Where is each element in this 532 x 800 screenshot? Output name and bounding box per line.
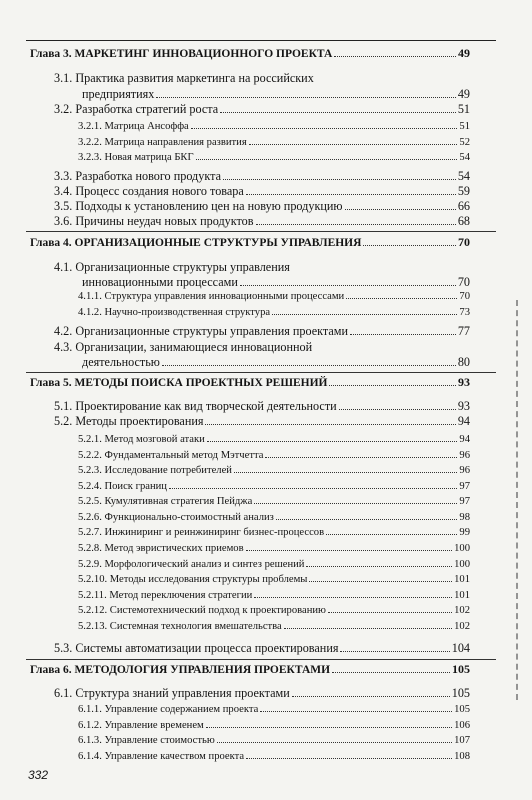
section-5-2-page: 94 [457, 414, 470, 428]
subsection-5-2-1-title: 5.2.1. Метод мозговой атаки [78, 434, 205, 446]
section-6-1-title: 6.1. Структура знаний управления проектами [54, 686, 290, 700]
dot-leader [260, 704, 452, 712]
dot-leader [345, 200, 456, 210]
section-3-3-page: 54 [457, 169, 470, 183]
chapter-5-entry[interactable] [30, 375, 470, 390]
chapter-4-entry[interactable] [30, 235, 470, 250]
subsection-5-2-7-title: 5.2.7. Инжиниринг и реинжиниринг бизнес-процессов [78, 527, 325, 539]
dot-leader [196, 152, 458, 160]
subsection-3-2-2-page: 52 [459, 137, 470, 149]
section-4-1-title-line2: инновационными процессами [82, 275, 238, 289]
dot-leader [246, 185, 456, 195]
section-3-1-title-line2: предприятиях [82, 87, 155, 101]
section-3-4-page: 59 [457, 184, 470, 198]
section-4-2-page: 77 [457, 324, 470, 338]
subsection-6-1-4-entry[interactable] [78, 751, 470, 762]
subsection-5-2-2-page: 96 [459, 450, 470, 462]
subsection-4-1-2-entry[interactable] [78, 307, 470, 318]
subsection-3-2-1-entry[interactable] [78, 121, 470, 132]
dot-leader [350, 325, 456, 335]
section-4-1-entry[interactable] [82, 275, 470, 290]
subsection-3-2-3-page: 54 [459, 152, 470, 164]
section-3-2-title: 3.2. Разработка стратегий роста [54, 102, 219, 116]
subsection-4-1-2-title: 4.1.2. Научно-производственная структура [78, 307, 271, 319]
subsection-6-1-1-title: 6.1.1. Управление содержанием проекта [78, 704, 259, 716]
subsection-5-2-13-title: 5.2.13. Системная технология вмешательства [78, 621, 282, 633]
subsection-3-2-1-title: 3.2.1. Матрица Ансоффа [78, 121, 189, 133]
subsection-4-1-1-page: 70 [459, 291, 470, 303]
page-number: 332 [28, 768, 49, 782]
dot-leader [254, 496, 457, 504]
subsection-5-2-5-page: 97 [459, 496, 470, 508]
chapter-3-page: 49 [458, 46, 470, 60]
subsection-5-2-4-entry[interactable] [78, 481, 470, 492]
chapter-6-title: Глава 6. МЕТОДОЛОГИЯ УПРАВЛЕНИЯ ПРОЕКТАМИ [30, 664, 331, 676]
subsection-5-2-9-page: 100 [454, 559, 470, 571]
section-5-3-title: 5.3. Системы автоматизации процесса проектирования [54, 641, 339, 655]
dot-leader [329, 377, 456, 386]
subsection-5-2-8-title: 5.2.8. Метод эвристических приемов [78, 543, 244, 555]
section-4-3-entry[interactable] [82, 355, 470, 370]
dot-leader [234, 465, 457, 473]
subsection-5-2-13-entry[interactable] [78, 621, 470, 632]
dot-leader [240, 276, 456, 286]
binding-edge-marks [516, 300, 520, 700]
dot-leader [246, 751, 452, 759]
subsection-6-1-3-page: 107 [454, 735, 470, 747]
dot-leader [220, 103, 456, 113]
dot-leader [162, 356, 456, 366]
subsection-5-2-9-entry[interactable] [78, 559, 470, 570]
section-5-2-entry[interactable] [54, 414, 470, 429]
subsection-3-2-2-title: 3.2.2. Матрица направления развития [78, 137, 247, 149]
subsection-6-1-2-entry[interactable] [78, 720, 470, 731]
section-3-5-entry[interactable] [54, 199, 470, 214]
section-5-3-page: 104 [451, 641, 470, 655]
dot-leader [246, 543, 453, 551]
dot-leader [339, 400, 456, 410]
subsection-6-1-4-page: 108 [454, 751, 470, 763]
dot-leader [272, 307, 457, 315]
subsection-6-1-4-title: 6.1.4. Управление качеством проекта [78, 751, 245, 763]
subsection-6-1-2-title: 6.1.2. Управление временем [78, 720, 204, 732]
subsection-5-2-11-page: 101 [454, 590, 470, 602]
chapter-6-page: 105 [452, 662, 470, 676]
section-3-5-page: 66 [457, 199, 470, 213]
subsection-5-2-11-title: 5.2.11. Метод переключения стратегии [78, 590, 253, 602]
subsection-5-2-11-entry[interactable] [78, 590, 470, 601]
subsection-5-2-12-page: 102 [454, 605, 470, 617]
subsection-5-2-1-page: 94 [459, 434, 470, 446]
subsection-3-2-1-page: 51 [459, 121, 470, 133]
dot-leader [191, 121, 458, 129]
dot-leader [309, 574, 452, 582]
subsection-4-1-1-entry[interactable] [78, 291, 470, 302]
top-rule [26, 40, 496, 41]
section-4-3-title-line2: деятельностью [82, 355, 160, 369]
section-3-4-title: 3.4. Процесс создания нового товара [54, 184, 244, 198]
subsection-5-2-6-entry[interactable] [78, 512, 470, 523]
dot-leader [169, 481, 457, 489]
dot-leader [206, 720, 452, 728]
section-4-3-page: 80 [457, 355, 470, 369]
section-4-3-title-line1: 4.3. Организации, занимающиеся инновационной [54, 340, 313, 354]
subsection-5-2-6-title: 5.2.6. Функционально-стоимостный анализ [78, 512, 274, 524]
subsection-5-2-2-title: 5.2.2. Фундаментальный метод Мэтчетта [78, 450, 264, 462]
section-3-2-page: 51 [457, 102, 470, 116]
section-3-5-title: 3.5. Подходы к установлению цен на новую продукцию [54, 199, 343, 213]
subsection-5-2-4-page: 97 [459, 481, 470, 493]
subsection-6-1-1-page: 105 [454, 704, 470, 716]
section-4-1-page: 70 [457, 275, 470, 289]
subsection-5-2-10-title: 5.2.10. Методы исследования структуры проблемы [78, 574, 308, 586]
dot-leader [276, 512, 458, 520]
section-4-2-entry[interactable] [54, 324, 470, 339]
subsection-5-2-7-entry[interactable] [78, 527, 470, 538]
dot-leader [326, 527, 457, 535]
subsection-5-2-6-page: 98 [459, 512, 470, 524]
subsection-6-1-3-entry[interactable] [78, 735, 470, 746]
dot-leader [332, 664, 450, 673]
dot-leader [207, 434, 458, 442]
subsection-5-2-9-title: 5.2.9. Морфологический анализ и синтез решений [78, 559, 305, 571]
dot-leader [306, 559, 452, 567]
section-6-1-entry[interactable] [54, 686, 470, 701]
section-5-1-title: 5.1. Проектирование как вид творческой деятельности [54, 399, 337, 413]
section-3-2-entry[interactable] [54, 102, 470, 117]
dot-leader [265, 450, 457, 458]
subsection-5-2-10-page: 101 [454, 574, 470, 586]
subsection-5-2-8-page: 100 [454, 543, 470, 555]
dot-leader [256, 215, 456, 225]
divider-rule [26, 231, 496, 232]
section-3-6-title: 3.6. Причины неудач новых продуктов [54, 214, 254, 228]
subsection-5-2-3-page: 96 [459, 465, 470, 477]
dot-leader [223, 170, 456, 180]
chapter-6-entry[interactable] [30, 662, 470, 677]
subsection-3-2-2-entry[interactable] [78, 137, 470, 148]
subsection-6-1-3-title: 6.1.3. Управление стоимостью [78, 735, 215, 747]
chapter-5-title: Глава 5. МЕТОДЫ ПОИСКА ПРОЕКТНЫХ РЕШЕНИЙ [30, 377, 328, 389]
dot-leader [363, 237, 456, 246]
subsection-3-2-3-entry[interactable] [78, 152, 470, 163]
section-5-1-entry[interactable] [54, 399, 470, 414]
subsection-5-2-3-title: 5.2.3. Исследование потребителей [78, 465, 232, 477]
chapter-4-page: 70 [458, 235, 470, 249]
subsection-5-2-8-entry[interactable] [78, 543, 470, 554]
dot-leader [254, 590, 452, 598]
section-3-4-entry[interactable] [54, 184, 470, 199]
section-3-1-entry[interactable] [82, 87, 470, 102]
section-4-1-title-line1: 4.1. Организационные структуры управления [54, 260, 290, 274]
dot-leader [217, 735, 452, 743]
subsection-5-2-2-entry[interactable] [78, 450, 470, 461]
chapter-3-title: Глава 3. МАРКЕТИНГ ИННОВАЦИОННОГО ПРОЕКТА [30, 48, 333, 60]
chapter-5-page: 93 [458, 375, 470, 389]
dot-leader [328, 605, 452, 613]
dot-leader [205, 415, 455, 425]
chapter-4-title: Глава 4. ОРГАНИЗАЦИОННЫЕ СТРУКТУРЫ УПРАВЛЕНИЯ [30, 237, 362, 249]
section-5-1-page: 93 [457, 399, 470, 413]
subsection-5-2-1-entry[interactable] [78, 434, 470, 445]
subsection-5-2-7-page: 99 [459, 527, 470, 539]
subsection-5-2-10-entry[interactable] [78, 574, 470, 585]
section-3-3-title: 3.3. Разработка нового продукта [54, 169, 221, 183]
section-3-1-page: 49 [457, 87, 470, 101]
subsection-5-2-5-title: 5.2.5. Кумулятивная стратегия Пейджа [78, 496, 253, 508]
subsection-4-1-1-title: 4.1.1. Структура управления инновационными процессами [78, 291, 345, 303]
section-6-1-page: 105 [451, 686, 470, 700]
subsection-5-2-3-entry[interactable] [78, 465, 470, 476]
section-3-6-page: 68 [457, 214, 470, 228]
divider-rule [26, 659, 496, 660]
subsection-5-2-12-title: 5.2.12. Системотехнический подход к проектированию [78, 605, 326, 617]
dot-leader [340, 642, 449, 652]
divider-rule [26, 372, 496, 373]
dot-leader [334, 48, 456, 57]
subsection-5-2-4-title: 5.2.4. Поиск границ [78, 481, 167, 493]
section-5-2-title: 5.2. Методы проектирования [54, 414, 204, 428]
dot-leader [249, 137, 458, 145]
dot-leader [346, 291, 457, 299]
subsection-6-1-1-entry[interactable] [78, 704, 470, 715]
dot-leader [156, 88, 455, 98]
chapter-3-entry[interactable] [30, 46, 470, 61]
subsection-5-2-5-entry[interactable] [78, 496, 470, 507]
subsection-5-2-12-entry[interactable] [78, 605, 470, 616]
subsection-6-1-2-page: 106 [454, 720, 470, 732]
subsection-5-2-13-page: 102 [454, 621, 470, 633]
section-3-1-title-line1: 3.1. Практика развития маркетинга на российских [54, 71, 314, 85]
section-3-3-entry[interactable] [54, 169, 470, 184]
subsection-3-2-3-title: 3.2.3. Новая матрица БКГ [78, 152, 194, 164]
section-4-2-title: 4.2. Организационные структуры управления проектами [54, 324, 349, 338]
section-5-3-entry[interactable] [54, 641, 470, 656]
dot-leader [284, 621, 452, 629]
subsection-4-1-2-page: 73 [459, 307, 470, 319]
section-3-6-entry[interactable] [54, 214, 470, 229]
dot-leader [292, 687, 450, 697]
